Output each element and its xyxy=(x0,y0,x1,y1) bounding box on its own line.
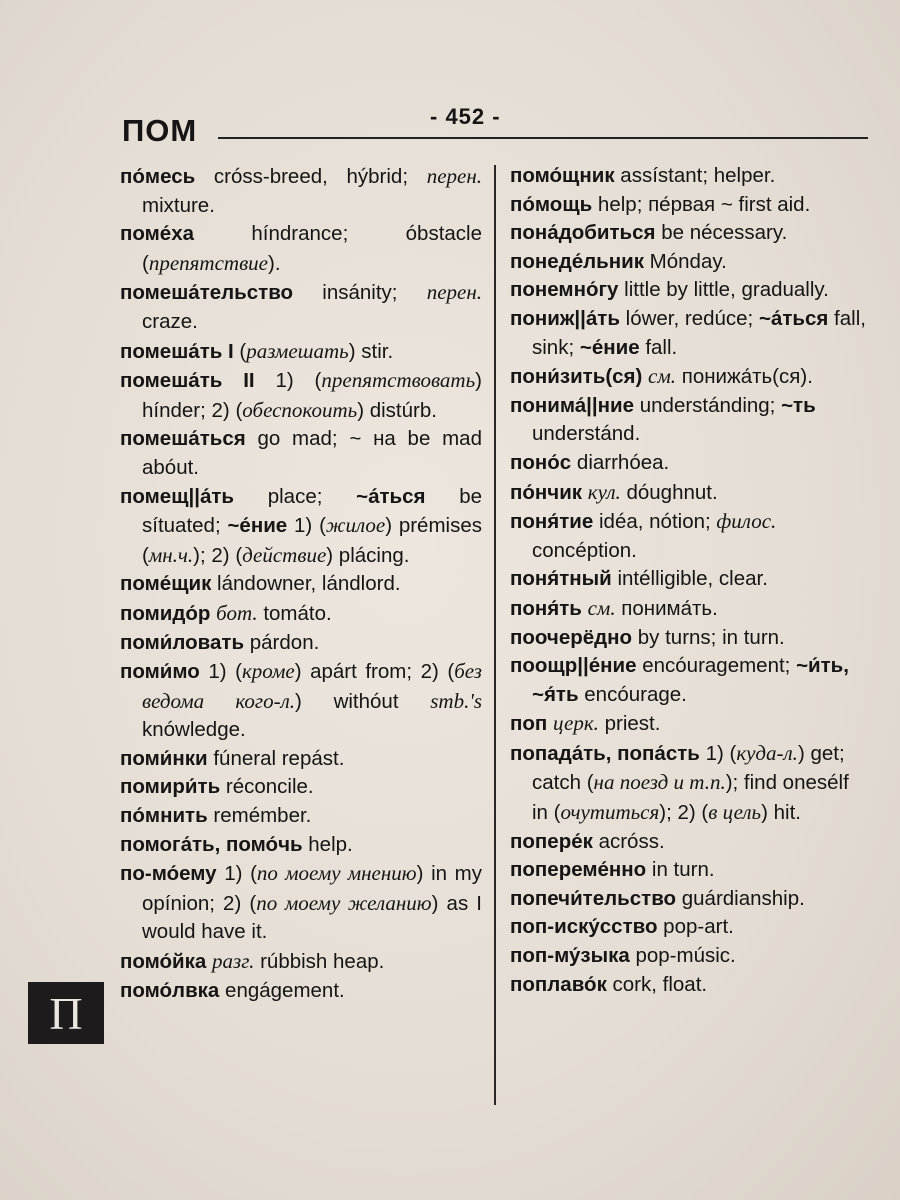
entry-label: по моему желанию xyxy=(256,890,432,915)
entry-headword: пона́добиться xyxy=(510,221,656,245)
entry-text: lándowner, lándlord. xyxy=(211,572,401,596)
entry-text: 1) ( xyxy=(199,660,242,684)
entry-headword: ~е́ние xyxy=(227,514,288,538)
entry-label: см. xyxy=(648,364,677,389)
entry-label: перен. xyxy=(426,280,482,305)
entry-headword: помещ||а́ть xyxy=(120,484,235,508)
entry-headword: помеша́тельство xyxy=(120,281,294,305)
entry-headword: поня́тный xyxy=(510,567,612,591)
entry-text: insánity; xyxy=(293,281,427,305)
entry-headword: пониж||а́ть xyxy=(510,306,620,330)
entry-headword: поочерёдно xyxy=(510,625,633,649)
entry-text: ). xyxy=(268,251,281,275)
entry-text: go mad; ~ на be mad abóut. xyxy=(142,427,482,479)
entry-headword: понемно́гу xyxy=(510,278,619,302)
entry-headword: по́месь xyxy=(120,165,196,188)
page-number: - 452 - xyxy=(430,104,501,129)
entry-text: understánding; xyxy=(634,393,782,417)
left-column xyxy=(120,162,482,1005)
entry-text: rúbbish heap. xyxy=(254,950,385,974)
entry-headword: поми́нки xyxy=(120,746,208,770)
entry-text: assístant; helper. xyxy=(614,164,776,187)
entry-text: in turn. xyxy=(646,858,715,882)
entry-headword: поме́ха xyxy=(120,222,195,246)
entry-text: ) plácing. xyxy=(326,543,410,567)
entry-headword: помо́щник xyxy=(510,164,615,187)
dictionary-entry xyxy=(510,507,870,565)
entry-text: cork, float. xyxy=(606,972,708,996)
entry-label: препятствие xyxy=(148,250,268,275)
entry-label: бот. xyxy=(216,600,258,625)
entry-headword: помеша́ться xyxy=(120,427,246,451)
entry-text: place; xyxy=(234,484,357,508)
dictionary-entry xyxy=(510,709,870,739)
entry-text: ) distúrb. xyxy=(357,398,437,422)
entry-headword: поми́мо xyxy=(120,660,200,684)
entry-label: smb.'s xyxy=(430,688,482,713)
dictionary-entry xyxy=(120,366,482,425)
entry-headword: поно́с xyxy=(510,450,572,474)
dictionary-entry xyxy=(510,449,870,478)
dictionary-entry xyxy=(510,971,870,1000)
entry-headword: попере́к xyxy=(510,829,593,853)
entry-text: encóuragement; xyxy=(636,654,797,678)
entry-headword: помири́ть xyxy=(120,775,221,799)
entry-text: ); 2) ( xyxy=(659,801,709,825)
entry-text: 1) ( xyxy=(699,741,737,765)
entry-text: lówer, redúce; xyxy=(619,306,759,330)
entry-label: см. xyxy=(587,595,616,620)
entry-text: fúneral repást. xyxy=(207,746,345,770)
entry-label: кроме xyxy=(241,659,295,684)
dictionary-entry xyxy=(510,652,870,709)
entry-text: párdon. xyxy=(244,630,320,654)
entry-text: fall, sink; xyxy=(532,306,866,359)
entry-text: mixture. xyxy=(142,193,215,217)
entry-label: филос. xyxy=(716,509,777,534)
entry-headword: помо́лвка xyxy=(120,978,220,1002)
entry-label: обеспокоить xyxy=(242,397,358,422)
entry-text: понима́ть. xyxy=(615,596,718,620)
dictionary-entry xyxy=(510,885,870,914)
entry-headword: попада́ть, попа́сть xyxy=(510,741,700,765)
entry-headword: по́мощь xyxy=(510,192,593,216)
entry-text: Mónday. xyxy=(643,249,727,273)
dictionary-entry xyxy=(120,947,482,977)
entry-headword: поплаво́к xyxy=(510,972,607,996)
entry-headword: поня́ть xyxy=(510,596,582,620)
entry-headword: попечи́тельство xyxy=(510,886,677,910)
dictionary-entry xyxy=(510,739,870,828)
dictionary-entry xyxy=(510,565,870,594)
entry-headword: поощр||е́ние xyxy=(510,654,637,678)
entry-text: réconcile. xyxy=(220,775,314,799)
entry-text: be sítuated; xyxy=(142,484,482,538)
entry-text: diarrhóea. xyxy=(571,450,670,474)
entry-text: acróss. xyxy=(592,829,665,853)
dictionary-entry xyxy=(120,802,482,831)
entry-label: препятствовать xyxy=(321,368,476,393)
entry-headword: попереме́нно xyxy=(510,858,647,882)
dictionary-entry xyxy=(510,392,870,449)
entry-text: ); 2) ( xyxy=(193,543,243,567)
entry-headword: по́нчик xyxy=(510,480,583,504)
dictionary-entry xyxy=(120,599,482,629)
dictionary-entry xyxy=(510,248,870,277)
header-rule xyxy=(218,137,868,139)
dictionary-entry xyxy=(120,162,482,220)
entry-headword: ~а́ться xyxy=(758,306,829,330)
entry-text: knówledge. xyxy=(142,718,246,742)
entry-text: cróss-breed, hýbrid; xyxy=(195,165,427,188)
dictionary-entry xyxy=(120,570,482,599)
entry-text: 1) ( xyxy=(287,514,326,538)
entry-headword: ~и́ть, ~я́ть xyxy=(532,654,849,706)
dictionary-entry xyxy=(510,162,870,191)
right-column xyxy=(510,162,870,999)
entry-text: craze. xyxy=(142,309,198,333)
dictionary-entry xyxy=(510,191,870,220)
entry-headword: помога́ть, помо́чь xyxy=(120,832,303,856)
entry-headword: пони́зить(ся) xyxy=(510,365,643,389)
entry-text: ) as I would have it. xyxy=(142,891,482,944)
thumb-index-tab: П xyxy=(28,982,104,1044)
dictionary-entry xyxy=(510,624,870,653)
entry-text: понижа́ть(ся). xyxy=(676,365,813,389)
entry-headword: помидо́р xyxy=(120,601,211,625)
entry-label: по моему мнению xyxy=(256,861,417,886)
dictionary-entry xyxy=(510,219,870,248)
dictionary-entry xyxy=(510,305,870,362)
entry-headword: по-мо́ему xyxy=(120,862,217,886)
entry-headword: понима́||ние xyxy=(510,393,635,417)
entry-text: ); find onesélf in ( xyxy=(532,771,849,825)
entry-text: 1) ( xyxy=(254,369,322,393)
entry-text: híndrance; óbstacle ( xyxy=(142,222,482,275)
entry-text: ) stir. xyxy=(348,339,394,363)
entry-label: церк. xyxy=(553,711,599,736)
entry-text: pop-músic. xyxy=(629,944,736,968)
running-head-word: ПОМ xyxy=(122,113,198,148)
entry-text: be nécessary. xyxy=(655,221,788,245)
entry-headword: помеша́ть II xyxy=(120,369,255,393)
entry-text: engágement. xyxy=(219,978,345,1002)
dictionary-entry xyxy=(120,220,482,278)
entry-headword: помеша́ть I xyxy=(120,339,234,363)
dictionary-entry xyxy=(120,337,482,367)
entry-text: help; пе́рвая ~ first aid. xyxy=(592,192,811,216)
entry-label: перен. xyxy=(426,164,482,188)
entry-label: размешать xyxy=(246,338,349,363)
entry-label: на поезд и т.п. xyxy=(593,770,726,795)
entry-text: ) in my opínion; 2) ( xyxy=(142,862,482,915)
entry-text: ) hit. xyxy=(761,801,801,825)
entry-text: ) prémises ( xyxy=(142,514,482,567)
dictionary-entry xyxy=(510,594,870,624)
column-divider xyxy=(494,165,496,1105)
entry-label: очутиться xyxy=(560,800,660,825)
entry-headword: понеде́льник xyxy=(510,249,644,273)
entry-headword: ~е́ние xyxy=(579,335,640,359)
entry-headword: поп-иску́сство xyxy=(510,915,658,939)
entry-text: ) apárt from; 2) ( xyxy=(294,660,455,684)
dictionary-entry xyxy=(510,478,870,508)
entry-label: мн.ч. xyxy=(148,542,194,567)
entry-headword: по́мнить xyxy=(120,804,208,828)
dictionary-entry xyxy=(120,629,482,658)
entry-text: help. xyxy=(302,832,353,856)
entry-headword: ~ть xyxy=(781,393,816,417)
entry-text: ) hínder; 2) ( xyxy=(142,369,482,422)
dictionary-entry xyxy=(120,831,482,860)
entry-headword: поп-му́зыка xyxy=(510,944,630,968)
dictionary-entry xyxy=(510,913,870,942)
entry-text: little by little, gradually. xyxy=(618,278,829,302)
entry-headword: поми́ловать xyxy=(120,630,245,654)
entry-text: guárdianship. xyxy=(676,886,805,910)
entry-text: dóughnut. xyxy=(620,480,718,504)
entry-text: tomáto. xyxy=(257,601,332,625)
entry-label: в цель xyxy=(708,800,762,825)
entry-label: действие xyxy=(242,542,327,567)
dictionary-entry xyxy=(120,425,482,482)
dictionary-entry xyxy=(510,276,870,305)
dictionary-entry xyxy=(120,859,482,947)
entry-text: pop-art. xyxy=(657,915,734,939)
entry-text: by turns; in turn. xyxy=(632,625,785,649)
entry-text: fall. xyxy=(639,335,678,359)
entry-text: 1) ( xyxy=(216,862,257,886)
entry-headword: поме́щик xyxy=(120,572,212,596)
dictionary-entry xyxy=(120,657,482,745)
dictionary-entry xyxy=(120,773,482,802)
entry-text: ) get; catch ( xyxy=(532,741,845,795)
entry-text: concéption. xyxy=(532,538,637,562)
entry-text: remémber. xyxy=(207,804,312,828)
entry-text: understánd. xyxy=(532,422,641,446)
entry-label: разг. xyxy=(212,949,255,974)
entry-label: куда-л. xyxy=(736,740,798,765)
entry-text: priest. xyxy=(598,712,661,736)
dictionary-entry xyxy=(120,278,482,336)
dictionary-entry xyxy=(120,483,482,571)
entry-headword: ~а́ться xyxy=(356,484,426,508)
entry-headword: поня́тие xyxy=(510,510,594,534)
dictionary-entry xyxy=(120,745,482,774)
entry-text: ( xyxy=(233,339,247,363)
dictionary-entry xyxy=(510,856,870,885)
dictionary-entry xyxy=(510,828,870,857)
entry-headword: поп xyxy=(510,712,548,736)
entry-text: ) withóut xyxy=(295,689,431,713)
entry-text: intélligible, clear. xyxy=(611,567,768,591)
entry-text: encóurage. xyxy=(578,682,687,706)
entry-text: idéa, nótion; xyxy=(593,510,717,534)
entry-label: кул. xyxy=(587,479,621,504)
dictionary-entry xyxy=(120,977,482,1006)
dictionary-entry xyxy=(510,362,870,392)
entry-label: без ведома кого-л. xyxy=(142,659,482,713)
dictionary-entry xyxy=(510,942,870,971)
entry-label: жилое xyxy=(325,513,386,538)
entry-headword: помо́йка xyxy=(120,950,207,974)
